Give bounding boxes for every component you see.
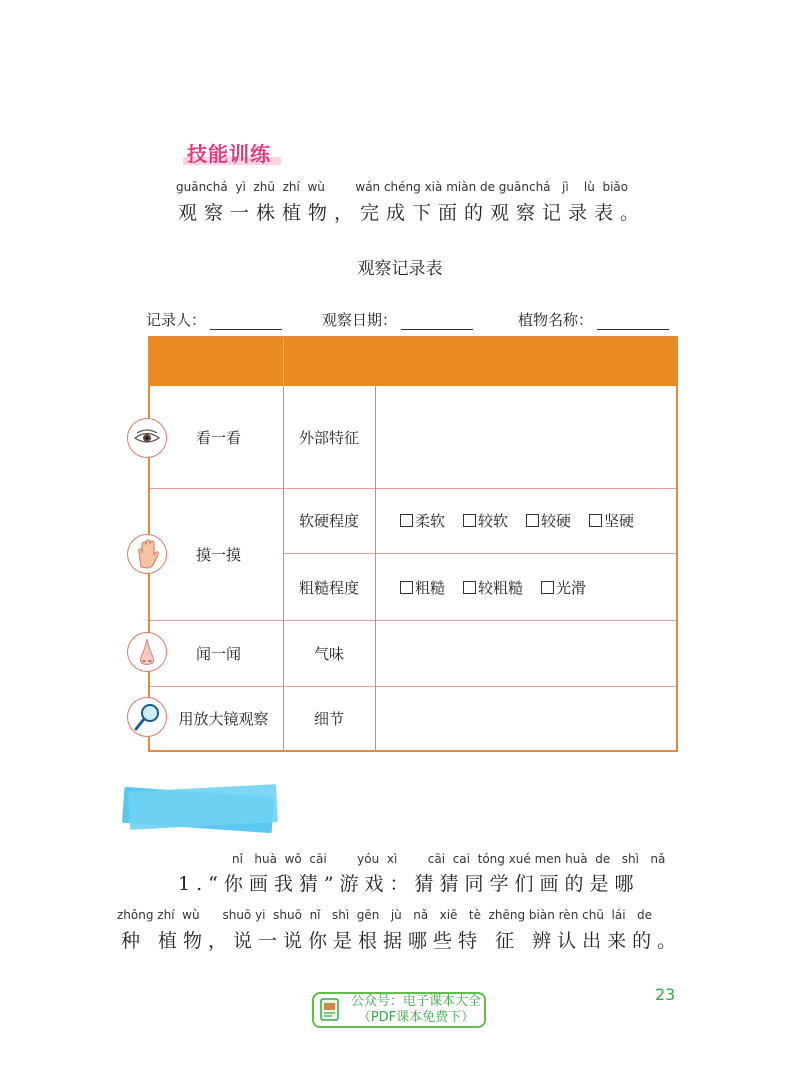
date-blank[interactable] xyxy=(401,311,473,330)
header-divider xyxy=(283,338,284,386)
method-touch xyxy=(150,488,283,620)
method-look-label: 看一看 xyxy=(195,428,241,447)
nose-icon xyxy=(127,632,167,672)
recorder-blank[interactable] xyxy=(210,311,282,330)
method-magnifier-label: 用放大镜观察 xyxy=(178,709,269,728)
recorder-field xyxy=(146,309,282,330)
book-icon xyxy=(318,997,342,1023)
observation-table xyxy=(148,336,678,752)
checkbox[interactable] xyxy=(526,514,539,527)
q1-pinyin-line1: nǐ huà wǒ cāi yóu xì cāi cai tóng xué men huà de shì nǎ xyxy=(232,852,666,866)
method-look xyxy=(150,386,283,488)
option-soft[interactable]: 柔软 xyxy=(400,510,445,531)
instruction-sentence: 观察一株植物，完成下面的观察记录表。 xyxy=(178,202,647,224)
method-smell-label: 闻一闻 xyxy=(195,644,241,663)
item-appearance xyxy=(283,386,375,488)
method-magnifier xyxy=(150,686,283,750)
checkbox[interactable] xyxy=(400,514,413,527)
checkbox[interactable] xyxy=(463,514,476,527)
item-smell xyxy=(283,620,375,686)
eye-icon xyxy=(127,418,167,458)
item-hardness xyxy=(283,488,375,553)
plant-name-field xyxy=(518,309,669,330)
item-smell-label: 气味 xyxy=(313,644,344,663)
table-title: 观察记录表 xyxy=(357,259,443,279)
item-appearance-label: 外部特征 xyxy=(298,428,359,447)
date-field xyxy=(322,309,473,330)
magnifier-icon xyxy=(127,697,167,737)
option-fairly-soft[interactable]: 较软 xyxy=(463,510,508,531)
answer-detail[interactable] xyxy=(376,686,676,750)
answer-smell[interactable] xyxy=(376,620,676,686)
option-hard[interactable]: 坚硬 xyxy=(589,510,634,531)
roughness-options xyxy=(376,554,676,620)
section-heading-skill-training: 技能训练 xyxy=(183,138,275,167)
q1-text-line2: 种 植物，说一说你是根据哪些特 征 辨认出来的。 xyxy=(121,930,683,952)
pinyin-line: guānchá yì zhū zhí wù wán chéng xià miàn de guānchá jì lù biǎo xyxy=(176,180,629,194)
checkbox[interactable] xyxy=(400,581,413,594)
item-detail-label: 细节 xyxy=(313,709,344,728)
item-roughness xyxy=(283,554,375,620)
watermark-line2: （PDF课本免费下） xyxy=(357,1010,475,1025)
checkbox[interactable] xyxy=(589,514,602,527)
item-hardness-label: 软硬程度 xyxy=(298,512,359,530)
item-detail xyxy=(283,686,375,750)
answer-appearance[interactable] xyxy=(376,386,676,488)
q1-text-line1: 1.“你画我猜”游戏：猜猜同学们画的是哪 xyxy=(178,873,640,895)
plant-name-blank[interactable] xyxy=(597,311,669,330)
date-label: 观察日期： xyxy=(322,311,398,329)
option-fairly-rough[interactable]: 较粗糙 xyxy=(463,577,523,598)
checkbox[interactable] xyxy=(463,581,476,594)
hand-icon xyxy=(127,534,167,574)
option-rough[interactable]: 粗糙 xyxy=(400,577,445,598)
watermark-text xyxy=(346,994,486,1026)
option-smooth[interactable]: 光滑 xyxy=(541,577,586,598)
option-fairly-hard[interactable]: 较硬 xyxy=(526,510,571,531)
method-smell xyxy=(150,620,283,686)
blue-tab-overlay xyxy=(128,784,278,830)
plant-name-label: 植物名称： xyxy=(518,311,594,329)
table-header-row xyxy=(150,338,676,386)
page-number: 23 xyxy=(655,985,676,1004)
q1-pinyin-line2: zhǒng zhí wù shuō yi shuō nǐ shì gēn jù nǎ xiē tè zhēng biàn rèn chū lái de xyxy=(117,908,653,922)
recorder-label: 记录人： xyxy=(146,311,207,329)
watermark-line1: 公众号：电子课本大全 xyxy=(350,994,481,1009)
item-roughness-label: 粗糙程度 xyxy=(298,578,359,597)
checkbox[interactable] xyxy=(541,581,554,594)
hardness-options xyxy=(376,488,676,553)
method-touch-label: 摸一摸 xyxy=(195,545,241,564)
